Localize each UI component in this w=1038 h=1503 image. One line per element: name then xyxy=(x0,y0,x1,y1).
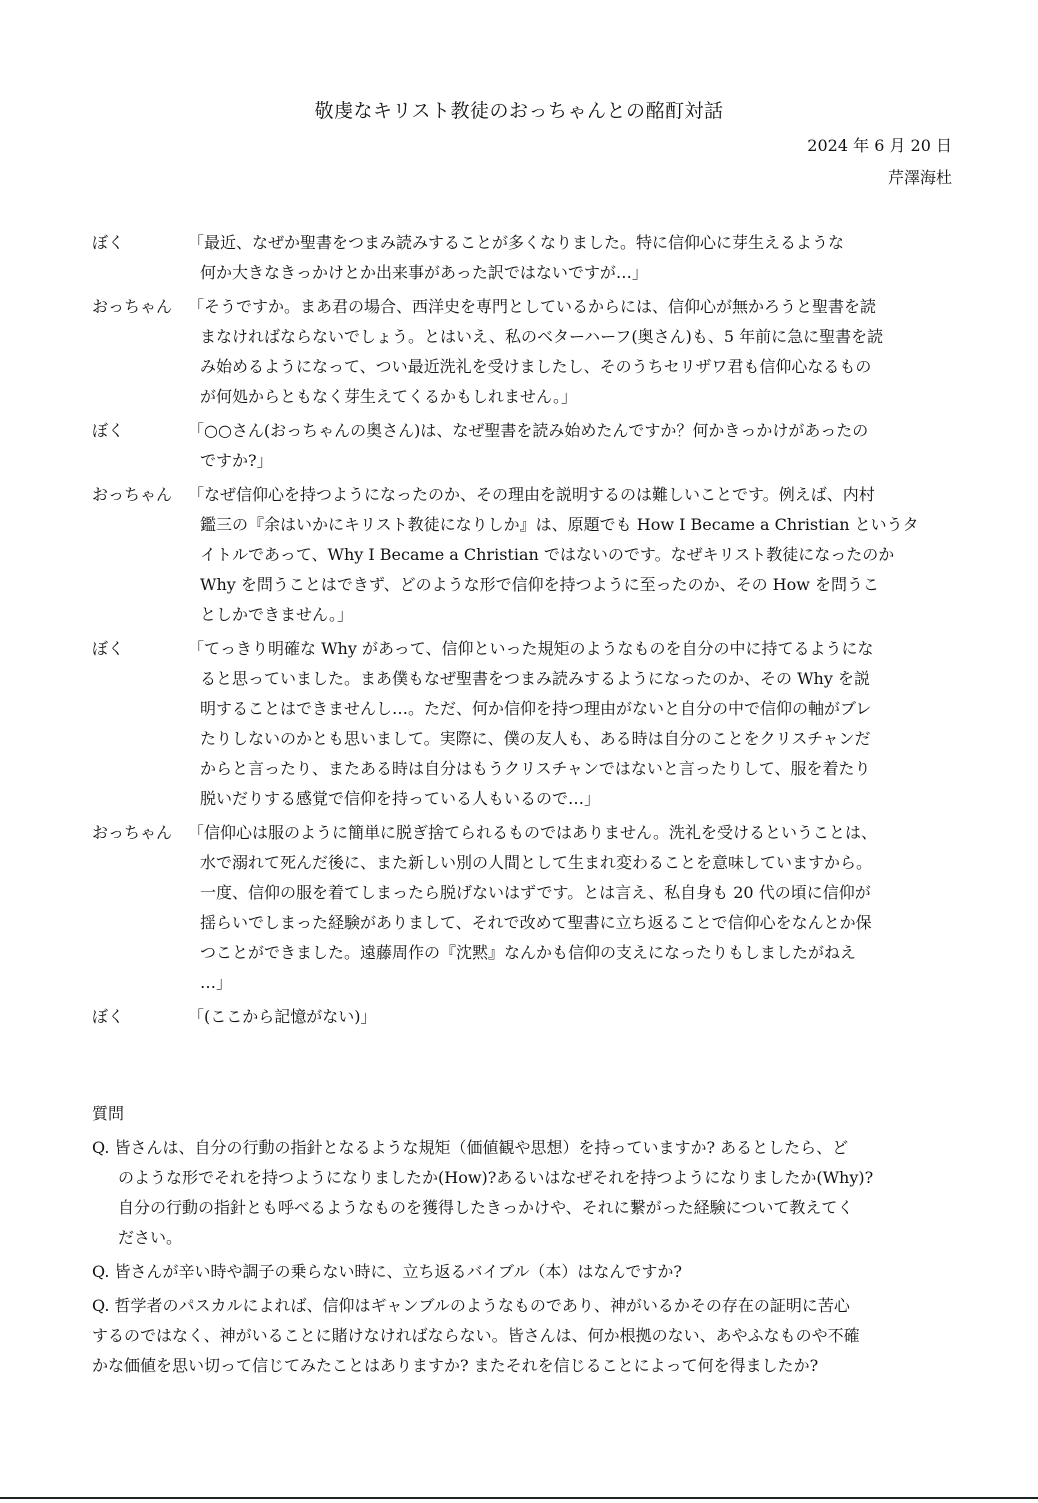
speaker-label: ぼく xyxy=(92,639,125,658)
speaker-label: おっちゃん xyxy=(92,823,173,842)
dialogue-turn xyxy=(92,634,962,814)
utterance-line: 脱いだりする感覚で信仰を持っている人もいるので…」 xyxy=(200,789,601,808)
question-line: のような形でそれを持つようになりましたか(How)?あるいはなぜそれを持つようになりましたか(Why)? xyxy=(118,1168,874,1187)
bottom-divider xyxy=(0,1497,1038,1499)
utterance-line: 「なぜ信仰心を持つようになったのか、その理由を説明するのは難しいことです。例えば、内村 xyxy=(188,485,875,504)
utterance-line: ですか?」 xyxy=(200,451,273,470)
dialogue-turn xyxy=(92,1002,962,1032)
utterance-line: からと言ったり、またある時は自分はもうクリスチャンではないと言ったりして、服を着たり xyxy=(200,759,871,778)
question-line: Q. 皆さんは、自分の行動の指針となるような規矩（価値観や思想）を持っていますか? あるとしたら、ど xyxy=(92,1138,849,1157)
question-item xyxy=(92,1291,962,1381)
utterance-line: 揺らいでしまった経験がありまして、それで改めて聖書に立ち返ることで信仰心をなんとか保 xyxy=(200,913,872,932)
utterance-line: 水で溺れて死んだ後に、また新しい別の人間として生まれ変わることを意味していますから。 xyxy=(200,853,873,872)
utterance xyxy=(188,480,958,630)
utterance xyxy=(188,1002,958,1032)
utterance-line: 「最近、なぜか聖書をつまみ読みすることが多くなりました。特に信仰心に芽生えるような xyxy=(188,233,845,252)
document-date: 2024 年 6 月 20 日 xyxy=(807,136,952,155)
question-line: Q. 皆さんが辛い時や調子の乗らない時に、立ち返るバイブル（本）はなんですか? xyxy=(92,1262,682,1281)
utterance-line: 「てっきり明確な Why があって、信仰といった規矩のようなものを自分の中に持てるようにな xyxy=(188,639,874,658)
document-title: 敬虔なキリスト教徒のおっちゃんとの酩酊対話 xyxy=(314,100,724,122)
speaker-label: おっちゃん xyxy=(92,297,173,316)
utterance-line: まなければならないでしょう。とはいえ、私のベターハーフ(奥さん)も、5 年前に急に聖書を読 xyxy=(200,327,884,346)
utterance-line: …」 xyxy=(200,973,233,992)
questions-section xyxy=(92,1099,962,1385)
speaker-label: ぼく xyxy=(92,421,125,440)
utterance-line: 明することはできませんし…。ただ、何か信仰を持つ理由がないと自分の中で信仰の軸がブレ xyxy=(200,699,872,718)
utterance xyxy=(188,292,958,412)
questions-list xyxy=(92,1133,962,1381)
dialogue-turn xyxy=(92,416,962,476)
utterance xyxy=(188,228,958,288)
utterance-line: 何か大きなきっかけとか出来事があった訳ではないですが…」 xyxy=(200,263,648,282)
utterance-line: 「(ここから記憶がない)」 xyxy=(188,1007,377,1026)
utterance-line: Why を問うことはできず、どのような形で信仰を持つように至ったのか、その How を問うこ xyxy=(200,575,880,594)
dialogue-turn xyxy=(92,818,962,998)
utterance-line: ると思っていました。まあ僕もなぜ聖書をつまみ読みするようになったのか、その Why を説 xyxy=(200,669,870,688)
question-line: ださい。 xyxy=(118,1228,183,1247)
question-line: するのではなく、神がいることに賭けなければならない。皆さんは、何か根拠のない、あやふなものや不確 xyxy=(92,1326,860,1345)
utterance xyxy=(188,634,958,814)
dialogue-turn xyxy=(92,228,962,288)
utterance-line: 一度、信仰の服を着てしまったら脱げないはずです。とは言え、私自身も 20 代の頃に信仰が xyxy=(200,883,871,902)
utterance-line: 「信仰心は服のように簡単に脱ぎ捨てられるものではありません。洗礼を受けるということは、 xyxy=(188,823,877,842)
question-item xyxy=(92,1133,962,1253)
utterance-line: が何処からともなく芽生えてくるかもしれません。」 xyxy=(200,387,577,406)
question-item xyxy=(92,1257,962,1287)
speaker-label: ぼく xyxy=(92,233,125,252)
utterance xyxy=(188,416,958,476)
utterance-line: 「そうですか。まあ君の場合、西洋史を専門としているからには、信仰心が無かろうと聖書を読 xyxy=(188,297,877,316)
question-line: かな価値を思い切って信じてみたことはありますか? またそれを信じることによって何を得ましたか? xyxy=(92,1356,819,1375)
utterance-line: イトルであって、Why I Became a Christian ではないのです。なぜキリスト教徒になったのか xyxy=(200,545,895,564)
dialogue-turn xyxy=(92,292,962,412)
dialogue-turn xyxy=(92,480,962,630)
speaker-label: ぼく xyxy=(92,1007,125,1026)
utterance-line: 「○○さん(おっちゃんの奥さん)は、なぜ聖書を読み始めたんですか？何かきっかけがあったの xyxy=(188,421,869,440)
questions-heading: 質問 xyxy=(92,1104,125,1123)
question-line: 自分の行動の指針とも呼べるようなものを獲得したきっかけや、それに繋がった経験について教えてく xyxy=(118,1198,854,1217)
utterance xyxy=(188,818,958,998)
utterance-line: としかできません。」 xyxy=(200,605,353,624)
question-line: Q. 哲学者のパスカルによれば、信仰はギャンブルのようなものであり、神がいるかその存在の証明に苦心 xyxy=(92,1296,850,1315)
utterance-line: 鑑三の『余はいかにキリスト教徒になりしか』は、原題でも How I Became a Christian というタ xyxy=(200,515,919,534)
speaker-label: おっちゃん xyxy=(92,485,173,504)
utterance-line: つことができました。遠藤周作の『沈黙』なんかも信仰の支えになったりもしましたがねえ xyxy=(200,943,857,962)
document-author: 芹澤海杜 xyxy=(887,168,952,187)
utterance-line: たりしないのかとも思いまして。実際に、僕の友人も、ある時は自分のことをクリスチャンだ xyxy=(200,729,871,748)
dialogue-section xyxy=(92,228,962,1036)
utterance-line: み始めるようになって、つい最近洗礼を受けましたし、そのうちセリザワ君も信仰心なるもの xyxy=(200,357,872,376)
